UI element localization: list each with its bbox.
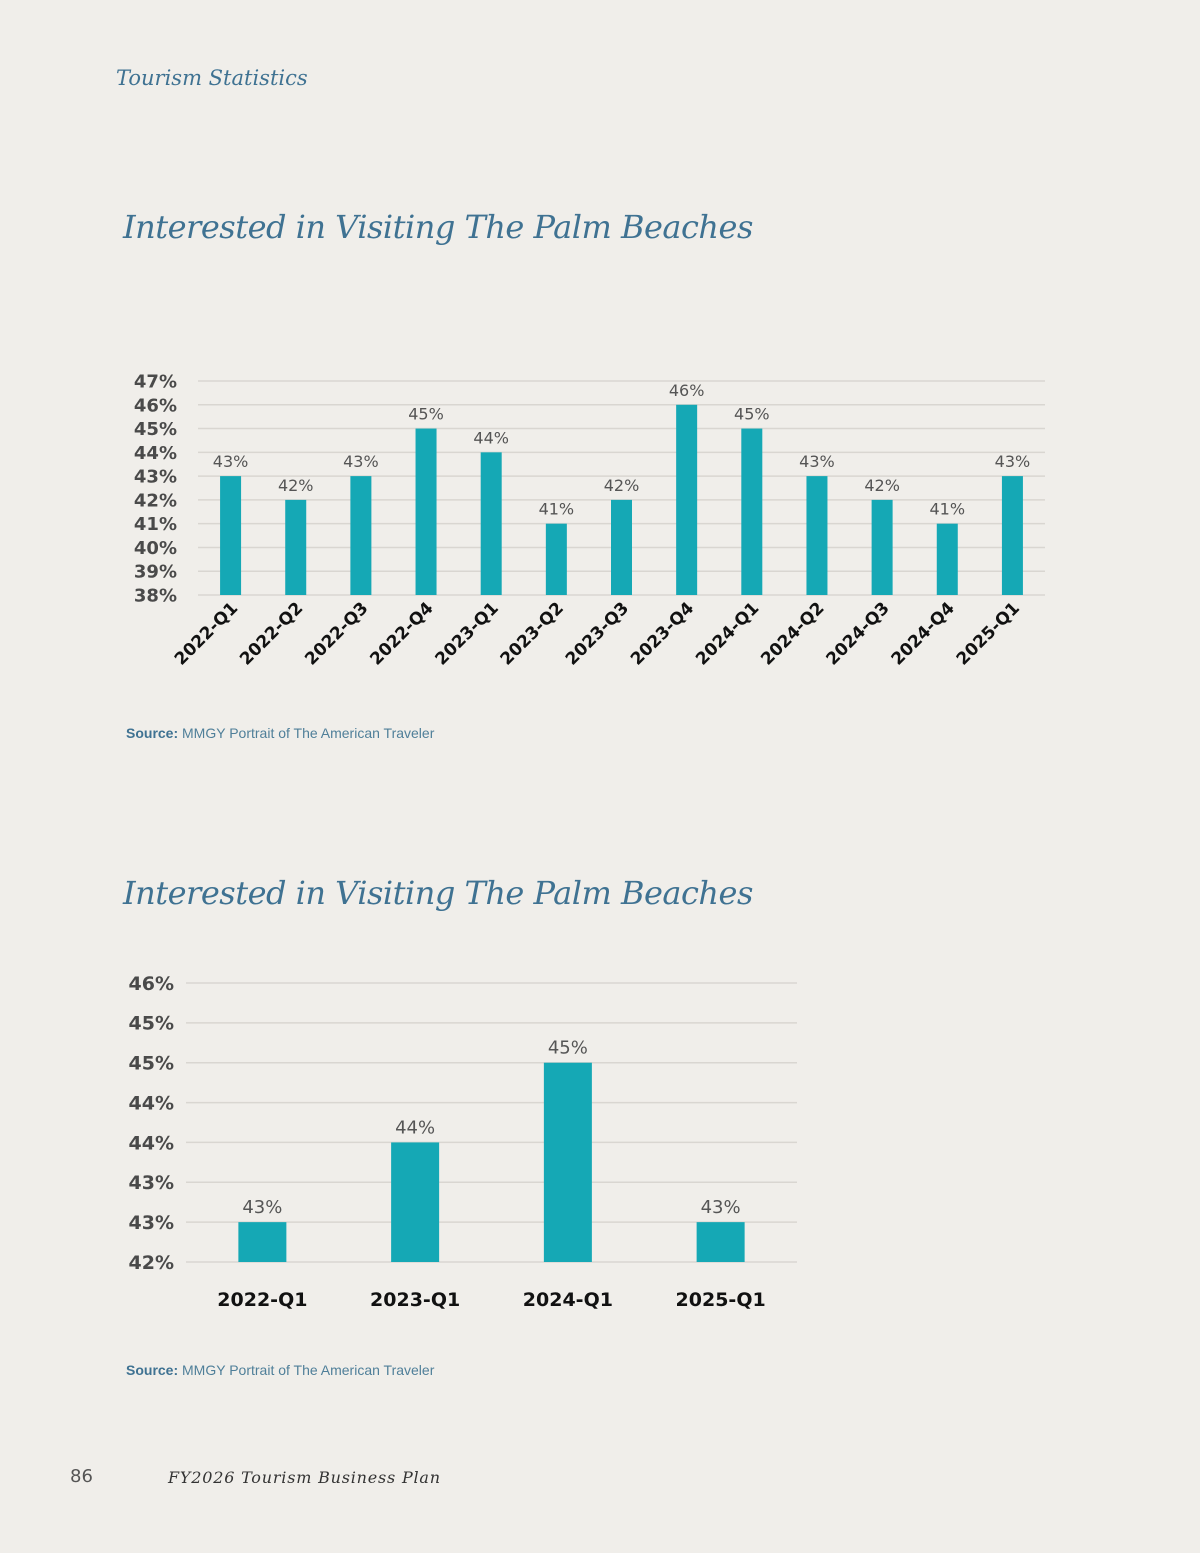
x-tick-label: 2023-Q1 <box>431 598 503 670</box>
y-tick-label: 39% <box>133 561 177 583</box>
data-label: 42% <box>864 475 900 495</box>
y-tick-label: 41% <box>133 514 177 536</box>
data-label: 43% <box>799 452 835 472</box>
y-tick-label: 42% <box>133 490 177 512</box>
y-tick-label: 38% <box>133 585 177 607</box>
data-label: 42% <box>277 475 314 495</box>
x-tick-label: 2023-Q3 <box>561 598 634 670</box>
y-tick-label: 45% <box>128 1052 174 1075</box>
y-tick-label: 43% <box>133 466 177 488</box>
data-label: 43% <box>242 1197 283 1219</box>
x-tick-label: 2024-Q2 <box>757 598 829 670</box>
data-label: 44% <box>395 1117 436 1139</box>
section-header: Tourism Statistics <box>116 66 308 90</box>
y-tick-label: 43% <box>128 1211 174 1234</box>
x-tick-label: 2024-Q4 <box>887 598 959 670</box>
chart-2-source <box>126 1362 434 1378</box>
source-label: Source: <box>126 725 179 741</box>
x-tick-label: 2024-Q1 <box>522 1289 613 1311</box>
data-label: 46% <box>668 380 705 400</box>
x-tick-label: 2023-Q2 <box>496 598 568 670</box>
bar <box>238 1222 286 1262</box>
x-tick-label: 2023-Q4 <box>627 598 699 670</box>
y-tick-label: 45% <box>128 1012 174 1035</box>
y-tick-label: 44% <box>133 442 177 464</box>
chart-1-title: Interested in Visiting The Palm Beaches <box>123 208 753 246</box>
data-label: 41% <box>929 499 966 519</box>
y-tick-label: 44% <box>128 1092 174 1115</box>
data-label: 45% <box>408 404 444 424</box>
bar <box>544 1063 592 1262</box>
y-tick-label: 46% <box>128 972 174 995</box>
x-tick-label: 2022-Q2 <box>236 598 308 670</box>
y-tick-label: 44% <box>128 1132 174 1155</box>
y-tick-label: 47% <box>133 371 177 393</box>
bar <box>697 1222 745 1262</box>
data-label: 43% <box>700 1197 741 1219</box>
x-tick-label: 2022-Q4 <box>366 598 438 670</box>
data-label: 45% <box>734 404 770 424</box>
source-text: MMGY Portrait of The American Traveler <box>182 1362 435 1378</box>
bar <box>391 1142 439 1262</box>
x-tick-label: 2024-Q3 <box>822 598 894 670</box>
chart-2-title: Interested in Visiting The Palm Beaches <box>123 874 753 912</box>
x-tick-label: 2022-Q3 <box>301 598 373 670</box>
data-label: 42% <box>603 475 640 495</box>
data-label: 44% <box>473 428 509 448</box>
source-text: MMGY Portrait of The American Traveler <box>182 725 435 741</box>
data-label: 43% <box>343 452 379 472</box>
y-tick-label: 42% <box>128 1251 174 1274</box>
x-tick-label: 2024-Q1 <box>692 598 764 670</box>
x-tick-label: 2022-Q1 <box>170 598 243 670</box>
y-tick-label: 43% <box>128 1172 174 1195</box>
footer-title: FY2026 Tourism Business Plan <box>168 1468 441 1487</box>
page-number: 86 <box>70 1466 93 1487</box>
source-label: Source: <box>126 1362 179 1378</box>
y-tick-label: 40% <box>133 537 177 559</box>
x-tick-label: 2023-Q1 <box>370 1289 461 1311</box>
y-tick-label: 46% <box>133 395 177 417</box>
data-label: 43% <box>994 452 1031 472</box>
data-label: 45% <box>547 1037 588 1059</box>
data-label: 41% <box>538 499 575 519</box>
y-tick-label: 45% <box>133 419 177 441</box>
x-tick-label: 2022-Q1 <box>217 1289 308 1311</box>
data-label: 43% <box>212 452 249 472</box>
x-tick-label: 2025-Q1 <box>952 598 1024 670</box>
x-tick-label: 2025-Q1 <box>675 1289 766 1311</box>
